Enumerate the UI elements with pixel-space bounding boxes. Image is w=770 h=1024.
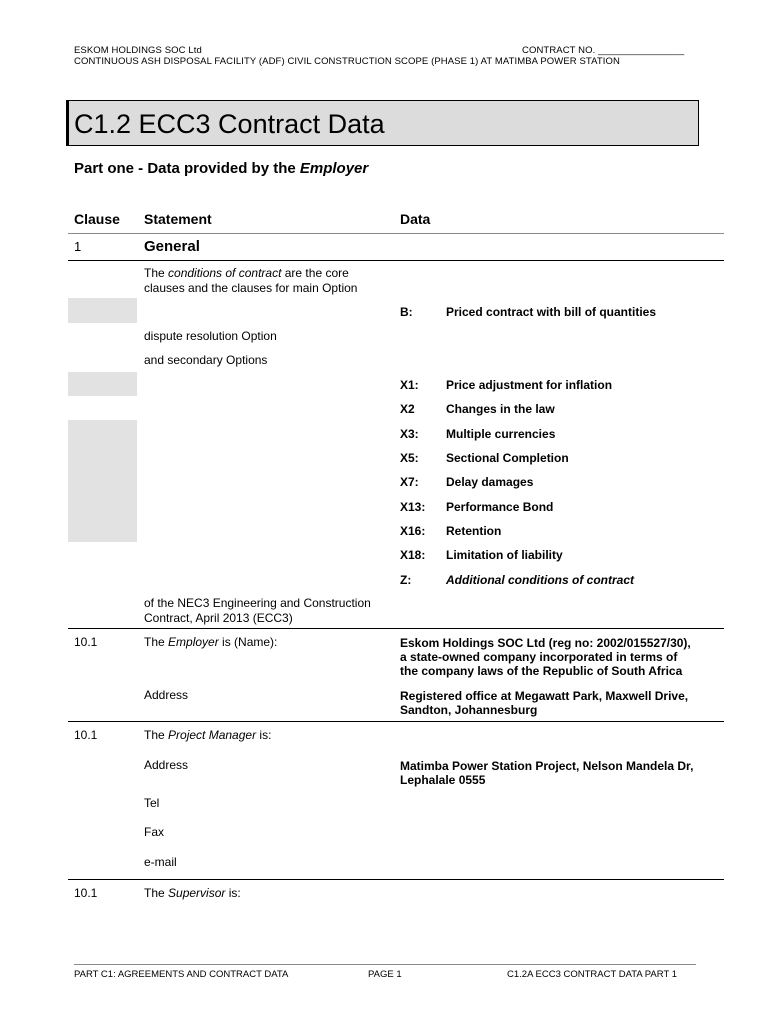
option-desc: Price adjustment for inflation	[446, 378, 613, 392]
conditions-line-1	[144, 266, 349, 281]
part-subtitle	[74, 160, 368, 177]
employer-address-line: Sandton, Johannesburg	[400, 703, 538, 717]
employer-stmt-pre: The	[144, 635, 169, 649]
option-desc: Limitation of liability	[446, 548, 563, 562]
shade-block	[68, 298, 137, 323]
pm-stmt-post: is:	[256, 728, 272, 742]
option-desc: Changes in the law	[446, 402, 555, 416]
pm-address-line: Lephalale 0555	[400, 773, 486, 787]
option-desc: Delay damages	[446, 475, 534, 489]
employer-stmt-emph: Employer	[168, 635, 219, 649]
main-option-desc: Priced contract with bill of quantities	[446, 305, 657, 319]
general-clause: 1	[74, 239, 82, 254]
page-title: C1.2 ECC3 Contract Data	[74, 109, 385, 139]
column-clause: Clause	[74, 211, 120, 227]
option-code: X3:	[400, 427, 419, 441]
column-data: Data	[400, 211, 431, 227]
pm-tel-label: Tel	[144, 796, 160, 810]
employer-address-label: Address	[144, 688, 189, 702]
option-desc: Retention	[446, 524, 502, 538]
dispute-resolution-label: dispute resolution Option	[144, 329, 277, 343]
option-code: X18:	[400, 548, 426, 562]
header-project: CONTINUOUS ASH DISPOSAL FACILITY (ADF) CIVIL CONSTRUCTION SCOPE (PHASE 1) AT MATIMBA POWER STATION	[74, 56, 620, 67]
section-rule	[68, 721, 724, 722]
employer-clause: 10.1	[74, 635, 98, 649]
option-code: X16:	[400, 524, 426, 538]
pm-clause: 10.1	[74, 728, 98, 742]
employer-stmt-post: is (Name):	[218, 635, 278, 649]
option-code: X13:	[400, 500, 426, 514]
supervisor-stmt-post: is:	[225, 886, 241, 900]
footer-page: PAGE 1	[368, 969, 402, 980]
secondary-options-label: and secondary Options	[144, 353, 268, 367]
employer-name-line: Eskom Holdings SOC Ltd (reg no: 2002/015527/30),	[400, 636, 691, 650]
supervisor-stmt-pre: The	[144, 886, 169, 900]
option-desc: Multiple currencies	[446, 427, 556, 441]
subtitle-employer: Employer	[299, 160, 369, 177]
option-code: X1:	[400, 378, 419, 392]
pm-fax-label: Fax	[144, 825, 165, 839]
pm-address-label: Address	[144, 758, 189, 772]
option-desc: Performance Bond	[446, 500, 554, 514]
conditions-line-2: clauses and the clauses for main Option	[144, 281, 358, 295]
main-option-code: B:	[400, 305, 413, 319]
conditions-emph: conditions of contract	[168, 266, 282, 280]
shade-block	[68, 372, 137, 396]
supervisor-clause: 10.1	[74, 886, 98, 900]
pm-statement	[144, 728, 271, 743]
employer-name-line: the company laws of the Republic of South Africa	[400, 664, 683, 678]
section-rule	[68, 879, 724, 880]
pm-address-line: Matimba Power Station Project, Nelson Mandela Dr,	[400, 759, 694, 773]
option-code: X7:	[400, 475, 419, 489]
conditions-pre: The	[144, 266, 169, 280]
supervisor-stmt-emph: Supervisor	[168, 886, 226, 900]
footer-left: PART C1: AGREEMENTS AND CONTRACT DATA	[74, 969, 289, 980]
option-desc: Additional conditions of contract	[446, 573, 634, 587]
employer-statement	[144, 635, 277, 650]
conditions-post: are the core	[281, 266, 349, 280]
pm-stmt-emph: Project Manager	[168, 728, 257, 742]
general-heading: General	[144, 238, 200, 255]
header-contract-no: CONTRACT NO. ________________	[522, 45, 685, 56]
footer-right: C1.2A ECC3 CONTRACT DATA PART 1	[507, 969, 677, 980]
general-rule	[68, 260, 724, 261]
header-company: ESKOM HOLDINGS SOC Ltd	[74, 45, 202, 56]
pm-email-label: e-mail	[144, 855, 177, 869]
nec-line-2: Contract, April 2013 (ECC3)	[144, 611, 293, 625]
option-desc: Sectional Completion	[446, 451, 569, 465]
option-code: X2	[400, 402, 415, 416]
option-code: X5:	[400, 451, 419, 465]
footer-rule	[74, 964, 696, 965]
title-box-edge	[66, 100, 69, 146]
shade-block	[68, 420, 137, 542]
nec-line-1: of the NEC3 Engineering and Construction	[144, 596, 371, 610]
option-code: Z:	[400, 573, 412, 587]
header-rule	[68, 233, 724, 234]
pm-stmt-pre: The	[144, 728, 169, 742]
subtitle-prefix: Part one - Data provided by the	[74, 160, 300, 177]
supervisor-statement	[144, 886, 241, 901]
title-box	[66, 100, 699, 146]
employer-name-line: a state-owned company incorporated in terms of	[400, 650, 678, 664]
employer-address-line: Registered office at Megawatt Park, Maxwell Drive,	[400, 689, 689, 703]
column-statement: Statement	[144, 211, 212, 227]
section-rule	[68, 628, 724, 629]
